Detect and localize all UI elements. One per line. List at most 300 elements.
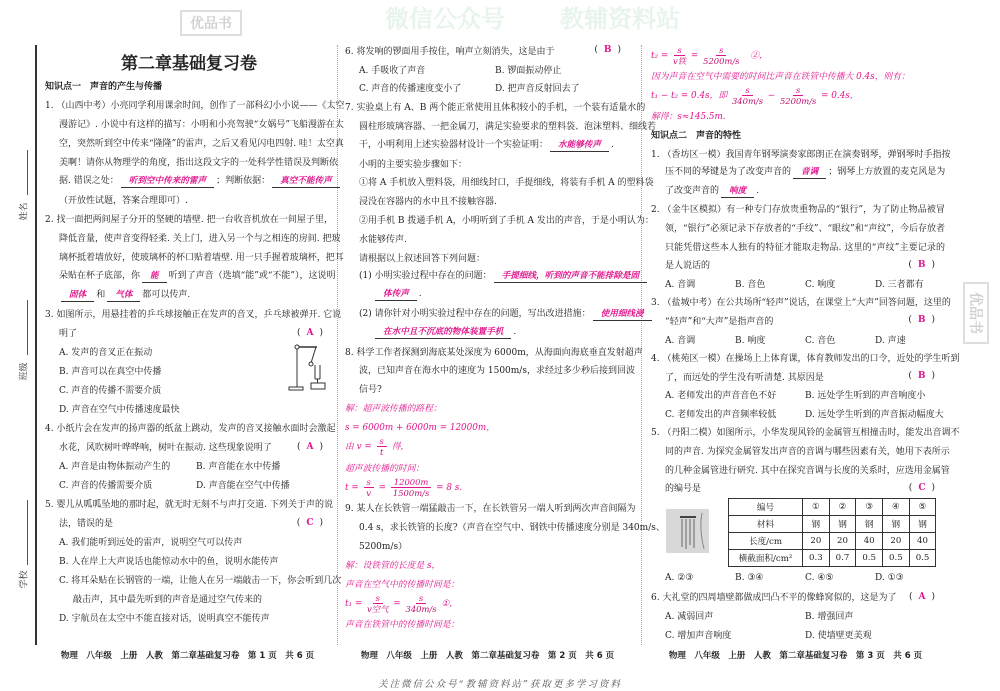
table-cell: 钢 bbox=[883, 516, 910, 533]
question-line bbox=[651, 478, 945, 497]
solution-line bbox=[345, 574, 631, 593]
line-text bbox=[45, 421, 335, 434]
question-line bbox=[345, 361, 635, 380]
numerator: s bbox=[416, 593, 426, 604]
question-line bbox=[45, 342, 333, 361]
text: 2. （金牛区模拟）有一种专门存放贵重物品的“银行”，为了防止物品被冒 bbox=[651, 205, 945, 216]
numerator: s bbox=[742, 85, 752, 96]
solution-line bbox=[345, 458, 631, 477]
table-cell: 材料 bbox=[729, 516, 803, 533]
line-text bbox=[59, 516, 113, 529]
line-text bbox=[359, 306, 654, 321]
text: 3. 如图所示，用悬挂着的乒乓球接触正在发声的音叉，乒乓球被弹开. 它说 bbox=[45, 310, 342, 320]
answer-blank: 真空不能传声 bbox=[272, 175, 340, 188]
line-text bbox=[59, 117, 344, 130]
text: 3. （盐城中考）在公共场所“轻声”说话，在课堂上“大声”回答问题，这里的 bbox=[651, 298, 951, 309]
choice-letter: A bbox=[306, 327, 320, 338]
line-text bbox=[59, 364, 161, 377]
table-cell: 钢 bbox=[829, 516, 856, 533]
text: . bbox=[756, 185, 760, 196]
pipe-data-table bbox=[728, 498, 936, 567]
question-line bbox=[345, 536, 631, 555]
text: = bbox=[688, 50, 702, 61]
line-text bbox=[59, 136, 344, 149]
text: 小明的主要实验步骤如下： bbox=[359, 159, 468, 170]
table-cell: 钢 bbox=[803, 516, 830, 533]
choice-letter: A bbox=[918, 591, 932, 602]
table-row bbox=[729, 533, 936, 550]
line-text bbox=[59, 155, 338, 168]
line-text bbox=[45, 98, 344, 111]
line-text bbox=[345, 477, 462, 498]
page-border bbox=[35, 45, 37, 645]
text: C. 将耳朵贴在长钢管的一端，让他人在另一端敲击一下，你会听到几次 bbox=[59, 576, 342, 586]
numerator: s bbox=[364, 477, 374, 488]
table-cell: 0.5 bbox=[856, 550, 883, 567]
question-line bbox=[45, 494, 333, 513]
wind-chime-image bbox=[666, 509, 709, 553]
line-text bbox=[651, 425, 959, 438]
line-text bbox=[345, 345, 643, 358]
options bbox=[665, 333, 945, 346]
options-row bbox=[651, 625, 945, 644]
column-1 bbox=[45, 46, 345, 627]
answer-blank: 音调 bbox=[793, 166, 826, 179]
text: 水花，风吹树叶哗哗响，树叶在振动. 这些现象说明了 bbox=[59, 443, 272, 453]
wind-chime-figure-and-table bbox=[651, 497, 945, 569]
numerator: s bbox=[373, 593, 383, 604]
fraction bbox=[377, 436, 387, 457]
question-line bbox=[651, 311, 945, 330]
option-b: B. 音色 bbox=[735, 279, 766, 290]
question-line bbox=[651, 348, 960, 367]
table-cell: 编号 bbox=[729, 499, 803, 516]
options-row bbox=[345, 79, 631, 98]
fraction bbox=[780, 85, 816, 106]
text: 只能凭借这些本人独有的特征才能取走物品. 这里的“声纹”主要记录的 bbox=[665, 242, 945, 253]
option-a: A. 音调 bbox=[665, 335, 696, 346]
text: 得， bbox=[388, 442, 410, 453]
line-text bbox=[665, 444, 950, 457]
text: 由 v = bbox=[345, 442, 375, 453]
text: 法，错误的是 bbox=[59, 519, 114, 529]
answer-choice: (B) bbox=[908, 315, 941, 326]
numerator: s bbox=[674, 45, 684, 56]
line-text bbox=[345, 577, 459, 590]
denominator: t bbox=[380, 447, 384, 458]
line-text bbox=[59, 535, 242, 548]
page-footer-2: 物理 八年级 上册 人教 第二章基础复习卷 第 2 页 共 6 页 bbox=[360, 651, 615, 661]
text: D. 声音在空气中传播速度最快 bbox=[59, 405, 180, 415]
question-line bbox=[45, 152, 339, 171]
line-text bbox=[59, 383, 161, 396]
choice-letter: B bbox=[603, 45, 618, 56]
text: 请根据以上叙述回答下列问题： bbox=[359, 253, 486, 264]
line-text bbox=[345, 100, 645, 113]
question-line bbox=[45, 114, 344, 133]
text: 解得：s≈145.5m. bbox=[651, 112, 726, 123]
table-cell: ③ bbox=[856, 499, 883, 516]
option-b: B. 增强回声 bbox=[805, 612, 854, 623]
line-text bbox=[651, 147, 950, 160]
text: 的几种金属管进行研究. 其中在探究音调与长度的关系时，应选用金属管 bbox=[665, 465, 950, 476]
question-line bbox=[345, 173, 654, 192]
option-a: A. 音调 bbox=[665, 279, 696, 290]
question-line bbox=[45, 304, 342, 323]
class-line bbox=[27, 300, 28, 355]
text: 压不同的琴键是为了改变声音的 bbox=[665, 167, 792, 178]
answer-choice: (B) bbox=[908, 371, 941, 382]
table-cell: 钢 bbox=[856, 516, 883, 533]
solution-line bbox=[651, 66, 945, 85]
option-c: C. 响度 bbox=[805, 279, 836, 290]
question-line bbox=[345, 97, 646, 116]
question-line bbox=[45, 532, 333, 551]
name-line bbox=[27, 150, 28, 195]
text: 和 bbox=[96, 290, 106, 300]
page-footer-1: 物理 八年级 上册 人教 第二章基础复习卷 第 1 页 共 6 页 bbox=[60, 651, 315, 661]
column-3 bbox=[651, 44, 960, 643]
text: . bbox=[611, 139, 614, 150]
solution-line bbox=[345, 436, 631, 458]
question-line bbox=[45, 285, 333, 304]
section-heading: 知识点一 声音的产生与传播 bbox=[45, 82, 163, 92]
fraction bbox=[703, 45, 739, 66]
options-row bbox=[651, 404, 945, 423]
solution-line bbox=[345, 593, 631, 615]
solution-line bbox=[651, 44, 945, 66]
line-text bbox=[359, 157, 467, 170]
line-text bbox=[373, 326, 516, 339]
text: 浸没在容器内的水中且不接触容器. bbox=[359, 197, 497, 208]
line-text bbox=[345, 593, 458, 614]
text: 的编号是 bbox=[665, 484, 702, 495]
class-label: 班级 bbox=[19, 362, 30, 381]
text: ；钢琴上方放置的麦克风是为 bbox=[828, 167, 946, 178]
table-cell: 长度/cm bbox=[729, 533, 803, 550]
text: 1. （香坊区一模）我国青年钢琴演奏家郎朗正在演奏钢琴，弹钢琴时手指按 bbox=[651, 149, 951, 160]
options bbox=[359, 63, 631, 76]
line-text bbox=[651, 590, 896, 603]
text: ②， bbox=[741, 50, 768, 61]
answer-blank: 在水中且不沉底的物体装置手机 bbox=[375, 326, 511, 339]
text: 璃杯抵着墙放好，使玻璃杯的杯口贴着墙壁. 用一只手握着玻璃杯，把耳 bbox=[59, 253, 344, 263]
table-cell: 20 bbox=[803, 533, 830, 550]
options bbox=[665, 407, 945, 420]
text: t = bbox=[345, 483, 362, 494]
option-d: D. ①③ bbox=[875, 573, 904, 584]
question-line bbox=[45, 323, 333, 342]
section-heading: 知识点二 声音的特性 bbox=[651, 130, 742, 141]
text: 声音在铁管中的传播时间是： bbox=[345, 620, 460, 631]
text: 据. 错误之处： bbox=[59, 176, 119, 186]
line-text bbox=[345, 436, 409, 457]
text: ①， bbox=[438, 599, 459, 610]
line-text bbox=[359, 363, 635, 376]
question-line bbox=[651, 200, 945, 219]
numerator: 12000m bbox=[391, 477, 432, 488]
options bbox=[59, 478, 333, 491]
line-text bbox=[59, 573, 341, 586]
line-text bbox=[665, 240, 945, 253]
question-line bbox=[345, 210, 654, 229]
denominator: 340m/s bbox=[731, 96, 763, 107]
line-text bbox=[665, 221, 945, 234]
text: 美啊！请你从物理学的角度，指出这段文字的一处科学性错误及判断依 bbox=[59, 158, 339, 168]
table-cell: ⑤ bbox=[909, 499, 936, 516]
line-text bbox=[665, 183, 759, 198]
question-line bbox=[651, 588, 945, 607]
line-text bbox=[59, 173, 342, 188]
text: 波，已知声音在海水中的速度为 1500m/s，求经过多少秒后接到回波 bbox=[359, 366, 635, 377]
text: 9. 某人在长铁管一端猛敲击一下，在长铁管另一端人听到两次声音间隔为 bbox=[345, 504, 636, 515]
options-row bbox=[651, 569, 945, 588]
text: 圆柱形玻璃容器、一把金属刀，满足实验要求的塑料袋、泡沫塑料、细线若 bbox=[359, 122, 657, 133]
text: 5200m/s） bbox=[359, 542, 408, 553]
choice-letter: C bbox=[918, 482, 932, 493]
option-d: D. 三者都有 bbox=[875, 279, 924, 290]
line-text bbox=[359, 119, 656, 132]
text: = bbox=[390, 599, 404, 610]
text: 5. （丹阳二模）如图所示，小华发现风铃的金属管互相撞击时，能发出音调不 bbox=[651, 428, 960, 439]
option-b: D. 声音能在空气中传播 bbox=[196, 481, 290, 491]
bottom-note: 关注微信公众号“教辅资料站”获取更多学习资料 bbox=[378, 679, 622, 690]
question-line bbox=[345, 116, 657, 135]
line-text bbox=[359, 232, 407, 245]
option-a: C. 增加声音响度 bbox=[665, 630, 732, 641]
question-line bbox=[345, 499, 636, 518]
line-text bbox=[665, 481, 701, 494]
text: 信号? bbox=[359, 385, 382, 396]
question-line bbox=[45, 95, 345, 114]
text: 8. 科学工作者探测到海底某处深度为 6000m，从海面向海底垂直发射超声 bbox=[345, 347, 643, 358]
line-text bbox=[73, 592, 262, 605]
text: t₂ = bbox=[651, 50, 672, 61]
line-text bbox=[373, 288, 422, 301]
line-text bbox=[665, 314, 773, 327]
text: − bbox=[765, 91, 778, 102]
option-b: D. 把声音反射回去了 bbox=[495, 84, 580, 95]
text: t₁ = bbox=[345, 599, 366, 610]
question-line bbox=[345, 342, 643, 361]
denominator: 340m/s bbox=[405, 604, 437, 615]
option-b: B. ③④ bbox=[735, 573, 764, 584]
answer-blank: 气体 bbox=[107, 289, 140, 302]
question-line bbox=[45, 133, 344, 152]
options-row bbox=[651, 330, 945, 349]
watermark-wechat: 微信公众号 bbox=[385, 5, 505, 33]
options-row bbox=[651, 274, 945, 293]
option-a: C. 老师发出的声音频率较低 bbox=[665, 409, 777, 420]
option-b: B. 声音能在水中传播 bbox=[196, 462, 281, 472]
option-b: B. 锣面振动停止 bbox=[495, 65, 562, 76]
answer-choice: (C) bbox=[908, 482, 941, 493]
line-text bbox=[59, 326, 77, 339]
line-text bbox=[59, 554, 278, 567]
solution-line bbox=[651, 107, 945, 126]
options bbox=[665, 573, 945, 583]
denominator: 5200m/s bbox=[703, 55, 740, 66]
question-line bbox=[45, 171, 333, 190]
text: （开放性试题，答案合理即可）. bbox=[59, 196, 188, 206]
text: 听到了声音（选填“能”或“不能”），这说明 bbox=[168, 271, 336, 281]
question-line bbox=[651, 460, 950, 479]
question-line bbox=[651, 237, 945, 256]
text: 7. 实验桌上有 A、B 两个能正常使用且体积较小的手机，一个装有适量水的 bbox=[345, 103, 646, 114]
choice-letter: B bbox=[917, 259, 932, 270]
options-row bbox=[45, 456, 333, 475]
text: 漫游记》. 小说中有这样的描写：小明和小亮驾驶“女娲号”飞船漫游在太 bbox=[59, 120, 344, 130]
table-cell: 0.3 bbox=[803, 550, 830, 567]
question-line bbox=[651, 367, 945, 386]
text: (1) 小明实验过程中存在的问题： bbox=[359, 271, 492, 282]
denominator: 1500m/s bbox=[392, 488, 430, 499]
answer-choice: (B) bbox=[908, 259, 941, 270]
table-cell: 40 bbox=[909, 533, 936, 550]
option-a: A. 减弱回声 bbox=[665, 612, 714, 623]
line-text bbox=[651, 85, 859, 106]
question-line bbox=[45, 209, 333, 228]
question-line bbox=[45, 437, 333, 456]
text: 6. 将发响的锣面用手按住，响声立刻消失，这是由于 bbox=[345, 46, 555, 57]
question-line bbox=[45, 361, 333, 380]
line-text bbox=[59, 193, 188, 206]
line-text bbox=[59, 287, 190, 302]
option-c: C. ④⑤ bbox=[805, 573, 834, 584]
fraction bbox=[405, 593, 436, 614]
line-text bbox=[651, 69, 910, 82]
page-title: 第二章基础复习卷 bbox=[121, 53, 257, 74]
answer-blank: 手提细线，听到的声音不能排除是固 bbox=[494, 270, 648, 283]
question-line bbox=[345, 41, 631, 60]
question-line bbox=[45, 380, 333, 399]
question-line bbox=[45, 570, 342, 589]
text: 声音在空气中的传播时间是： bbox=[345, 579, 460, 590]
text: 朵贴在杯子底部，你 bbox=[59, 271, 141, 281]
question-line bbox=[45, 418, 336, 437]
text: 敲击声，其中最先听到的声音是通过空气传来的 bbox=[73, 595, 263, 605]
watermark-site: 教辅资料站 bbox=[560, 5, 680, 33]
text: s = 6000m + 6000m = 12000m， bbox=[345, 422, 495, 433]
answer-blank: 响度 bbox=[721, 185, 754, 198]
answer-choice: (B) bbox=[594, 45, 627, 56]
option-a: A. 老师发出的声音音色不好 bbox=[665, 391, 777, 402]
options bbox=[665, 628, 945, 641]
question-line bbox=[45, 551, 333, 570]
fraction bbox=[732, 85, 763, 106]
question-line bbox=[651, 218, 945, 237]
text: 降低音量，使声音变得轻柔. 关上门，进入另一个与之相连的房间. 把玻 bbox=[59, 234, 341, 244]
watermark-stamp: 优品书 bbox=[963, 282, 989, 344]
denominator: v铁 bbox=[673, 55, 687, 66]
question-line bbox=[345, 154, 631, 173]
solution-line bbox=[345, 477, 631, 499]
line-text bbox=[665, 164, 945, 179]
options-row bbox=[345, 60, 631, 79]
fraction bbox=[673, 45, 686, 66]
table-cell: 横截面积/cm² bbox=[729, 550, 803, 567]
table-row bbox=[729, 516, 936, 533]
answer-blank: 能 bbox=[142, 270, 167, 283]
answer-choice: (A) bbox=[908, 591, 941, 602]
answer-choice: (C) bbox=[296, 517, 329, 528]
question-line bbox=[345, 304, 644, 323]
text: D. 宇航员在太空中不能直接对话，说明真空不能传声 bbox=[59, 614, 270, 624]
question-line bbox=[45, 190, 333, 209]
table-cell: 钢 bbox=[909, 516, 936, 533]
question-line bbox=[651, 144, 951, 163]
option-d: D. 声速 bbox=[875, 335, 906, 346]
line-text bbox=[59, 268, 336, 283]
question-line bbox=[345, 191, 631, 210]
solution-line bbox=[345, 417, 631, 436]
table-cell: ② bbox=[829, 499, 856, 516]
line-text bbox=[651, 295, 951, 308]
options bbox=[665, 388, 945, 401]
text: = bbox=[375, 483, 389, 494]
choice-letter: B bbox=[917, 371, 932, 382]
question-line bbox=[651, 423, 960, 442]
line-text bbox=[359, 382, 382, 395]
fraction bbox=[391, 477, 432, 498]
question-line bbox=[651, 293, 951, 312]
text: “轻声”和“大声”是指声音的 bbox=[665, 316, 774, 327]
text: (2) 请你针对小明实验过程中存在的问题，写出改进措施： bbox=[359, 309, 591, 320]
solution-line bbox=[345, 398, 631, 417]
table-cell: 0.5 bbox=[909, 550, 936, 567]
line-text bbox=[59, 402, 180, 415]
options-row bbox=[45, 475, 333, 494]
text: 5. 婴儿从呱呱坠地的那时起，就无时无刻不与声打交道. 下列关于声的说 bbox=[45, 500, 333, 510]
text: 因为声音在空气中需要的时间比声音在铁管中传播大 0.4s，则有： bbox=[651, 71, 910, 82]
school-label: 学校 bbox=[19, 570, 30, 589]
text: 2. 找一面把两间屋子分开的坚硬的墙壁. 把一台收音机放在一间屋子里， bbox=[45, 215, 333, 225]
question-line bbox=[345, 323, 631, 342]
text: 是人说话的 bbox=[665, 261, 711, 272]
question-line bbox=[45, 399, 333, 418]
question-line bbox=[345, 135, 631, 154]
text: 领，“银行”必须记录下存放者的“手纹”、“眼纹”和“声纹”，今后存放者 bbox=[665, 223, 945, 234]
option-a: A. 手吸收了声音 bbox=[359, 65, 426, 76]
text: 解：超声波传播的路程： bbox=[345, 404, 442, 415]
answer-choice: (A) bbox=[296, 441, 329, 452]
solution-line bbox=[345, 555, 631, 574]
question-line bbox=[45, 228, 341, 247]
line-text bbox=[45, 497, 333, 510]
text: 干，小明利用上述实验器材设计一个实验证明： bbox=[359, 139, 549, 150]
question-line bbox=[45, 513, 333, 532]
text: 了，而远处的学生没有听清楚. 其原因是 bbox=[665, 372, 824, 383]
line-text bbox=[651, 45, 768, 66]
line-text bbox=[651, 351, 959, 364]
denominator: v空气 bbox=[367, 604, 389, 615]
line-text bbox=[359, 175, 653, 188]
line-text bbox=[345, 558, 440, 571]
text: ②用手机 B 拨通手机 A，小明听到了手机 A 发出的声音，于是小明认为： bbox=[359, 216, 654, 227]
text: 水能够传声. bbox=[359, 234, 407, 245]
options bbox=[359, 81, 631, 94]
text: ；判断依据： bbox=[216, 176, 271, 186]
table-cell: 0.5 bbox=[883, 550, 910, 567]
table-cell: ① bbox=[803, 499, 830, 516]
name-label: 姓名 bbox=[19, 202, 30, 221]
text: 了改变声音的 bbox=[665, 185, 720, 196]
table-cell: 0.7 bbox=[829, 550, 856, 567]
column-divider bbox=[337, 45, 338, 645]
text: . bbox=[418, 289, 422, 300]
table-cell: 40 bbox=[856, 533, 883, 550]
answer-blank: 固体 bbox=[61, 289, 94, 302]
